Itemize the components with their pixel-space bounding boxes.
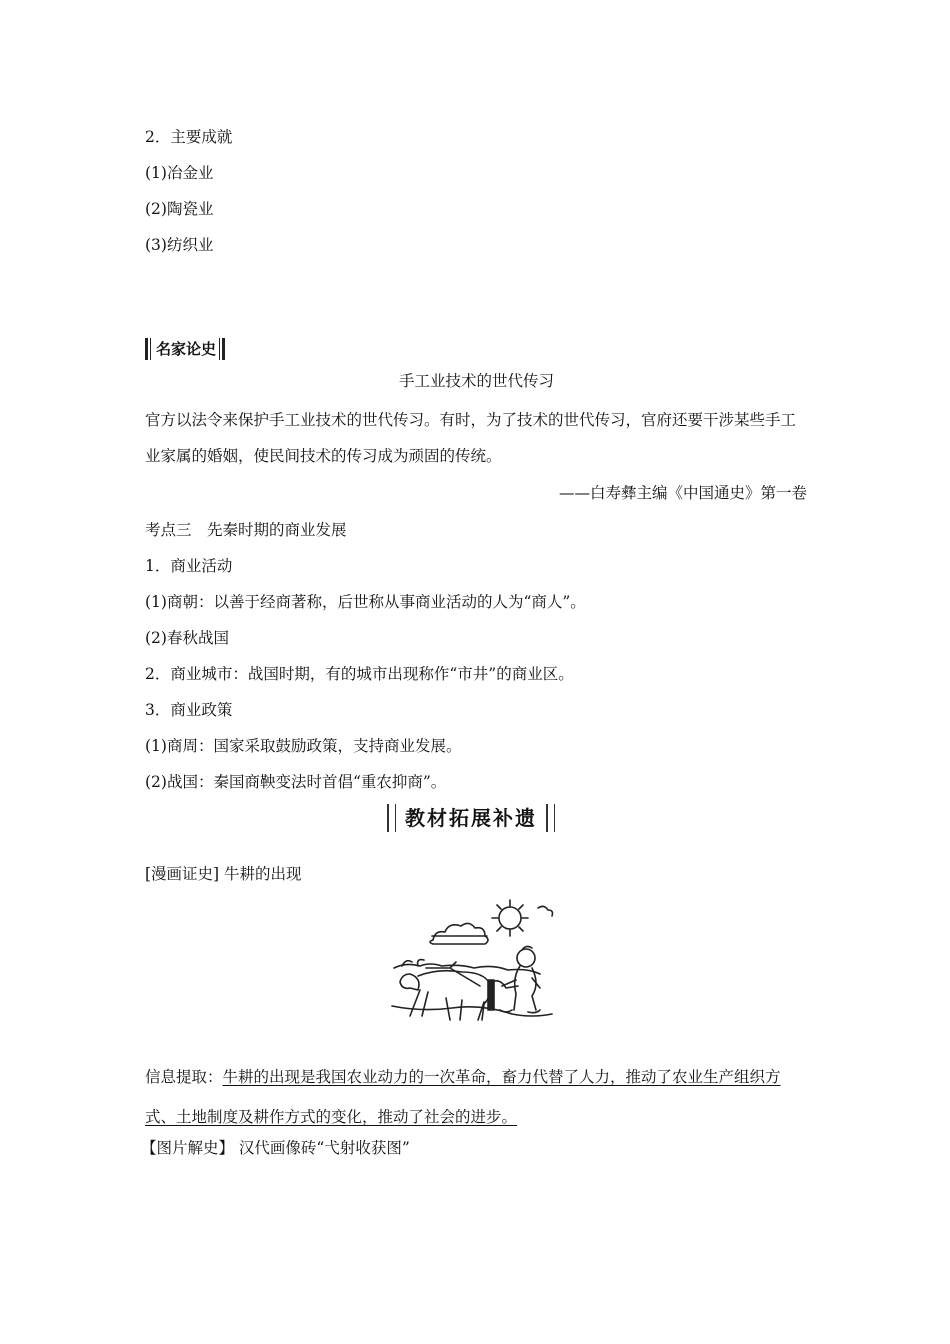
banner-right-bar [546,804,555,832]
list-item: (3)纺织业 [145,236,214,254]
expert-body: 官方以法令来保护手工业技术的世代传习。有时，为了技术的世代传习，官府还要干涉某些手工业家属的婚姻，使民间技术的传习成为顽固的传统。 [145,411,797,465]
comic-title: [漫画证史] 牛耕的出现 [145,865,302,883]
info-extraction [145,1057,808,1137]
ox-plowing-illustration [388,896,563,1024]
expert-source: ——白寿彝主编《中国通史》第一卷 [558,484,807,502]
picture-title: 【图片解史】 汉代画像砖“弋射收获图” [141,1139,410,1157]
text-line: (1)商朝：以善于经商著称，后世称从事商业活动的人为“商人”。 [145,593,586,611]
text-line: 3．商业政策 [145,701,233,719]
list-item: (1)冶金业 [145,164,214,182]
list-item: (2)陶瓷业 [145,200,214,218]
text-line: (2)战国：秦国商鞅变法时首倡“重农抑商”。 [145,773,447,791]
info-label: 信息提取： [145,1068,223,1086]
text-line: (2)春秋战国 [145,629,229,647]
expert-title: 手工业技术的世代传习 [398,372,554,390]
info-text: 牛耕的出现是我国农业动力的一次革命，畜力代替了人力，推动了农业生产组织方式、土地制度及耕作方式的变化，推动了社会的进步。 [145,1068,781,1126]
supplement-banner [395,804,547,832]
text-line: 2．商业城市：战国时期，有的城市出现称作“市井”的商业区。 [145,665,574,683]
banner-left-bar [387,804,396,832]
section-heading: 2．主要成就 [145,128,233,146]
kaodian-title: 考点三 先秦时期的商业发展 [145,521,347,539]
expert-tag: 名家论史 [145,338,225,360]
text-line: (1)商周：国家采取鼓励政策，支持商业发展。 [145,737,462,755]
banner-text: 教材拓展补遗 [405,806,537,830]
text-line: 1．商业活动 [145,557,233,575]
